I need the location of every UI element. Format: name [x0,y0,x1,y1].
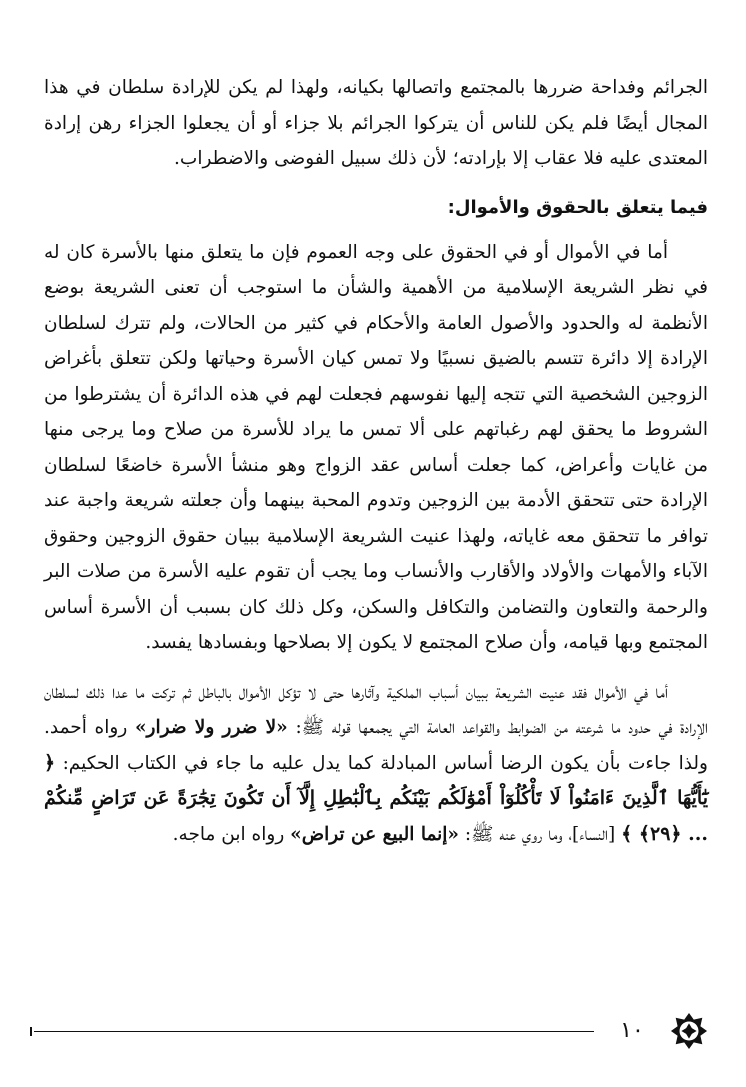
property-text-a: أما في الأموال فقد عنيت الشريعة ببيان أسباب الملكية وآثارها حتى لا تؤكل الأموال بالباطل ثم تركت ما عدا ذلك لسلطان الإرادة في حدود ما شرعته من الضوابط والقواعد العامة التي يجمعها قوله ﷺ: [44,681,708,738]
property-text-d: رواه ابن ماجه. [172,823,285,845]
quran-verse: ﴿ يَٰٓأَيُّهَا ٱلَّذِينَ ءَامَنُواْ لَا تَأْكُلُوٓاْ أَمْوَٰلَكُم بَيْنَكُم بِٱلْبَٰطِلِ إِلَّآ أَن تَكُونَ تِجَٰرَةً عَن تَرَاضٍ مِّنكُمْ ... ﴿٢٩﴾ ﴾ [44,751,708,845]
property-text-c: [النساء]، وما روي عنه ﷺ: [464,823,616,845]
page-footer [30,1010,720,1050]
section-heading: فيما يتعلق بالحقوق والأموال: [447,196,708,218]
footer-line-cap [30,1027,32,1036]
footer-rule [34,1031,594,1032]
paragraph-family-rights: أما في الأموال أو في الحقوق على وجه العموم فإن ما يتعلق منها بالأسرة كان له في نظر الشريعة الإسلامية من الأهمية والشأن ما استوجب أن تعنى الشريعة بوضع الأنظمة له والحدود والأصول العامة والأحكام في كثير من الحالات، ولم تترك لسلطان الإرادة إلا دائرة تتسم بالضيق نسبيًا ولا تمس كيان الأسرة وحياتها ولكن تتعلق بأغراض الزوجين الشخصية التي تتجه إليها نفوسهم فجعلت لهم في هذه الدائرة أن يشترطوا من الشروط ما يحقق لهم رغباتهم على ألا تمس ما يراد للأسرة من صلاح وما يرجى منها من غايات وأعراض، كما جعلت أساس عقد الزواج وهو منشأ الأسرة خاضعًا لسلطان الإرادة حتى تتحقق الأدمة بين الزوجين وتدوم المحبة بينهما وأن جعلته شريعة واجبة عند توافر ما تتحقق معه غاياته، ولهذا عنيت الشريعة الإسلامية ببيان حقوق الزوجين وحقوق الآباء والأمهات والأولاد والأقارب والأنساب وما يجب أن تقوم عليه الأسرة من صلات البر والرحمة والتعاون والتضامن والتكافل والسكن، وكل ذلك كان بسبب أن الأسرة أساس المجتمع وبها قيامه، وأن صلاح المجتمع لا يكون إلا بصلاحها وبفسادها يفسد. [44,241,708,653]
hadith-no-harm: «لا ضرر ولا ضرار» [134,717,288,738]
star-ornament-icon [670,1012,708,1050]
paragraph-crimes: الجرائم وفداحة ضررها بالمجتمع واتصالها بكيانه، ولهذا لم يكن للإرادة سلطان في هذا المجال أيضًا فلم يكن للناس أن يتركوا الجرائم بلا جزاء أو أن يجعلوا الجزاء رهن إرادة المعتدى عليه فلا عقاب إلا بإرادته؛ لأن ذلك سبيل الفوضى والاضطراب. [44,77,708,169]
hadith-sale: «إنما البيع عن تراض» [290,823,459,845]
paragraph-property [44,675,708,853]
page-body [44,70,708,866]
property-text-b: رواه أحمد. ولذا جاءت بأن يكون الرضا أساس المبادلة كما يدل عليه ما جاء في الكتاب الحكيم: [44,717,708,774]
page-number: ١٠ [620,1018,644,1043]
